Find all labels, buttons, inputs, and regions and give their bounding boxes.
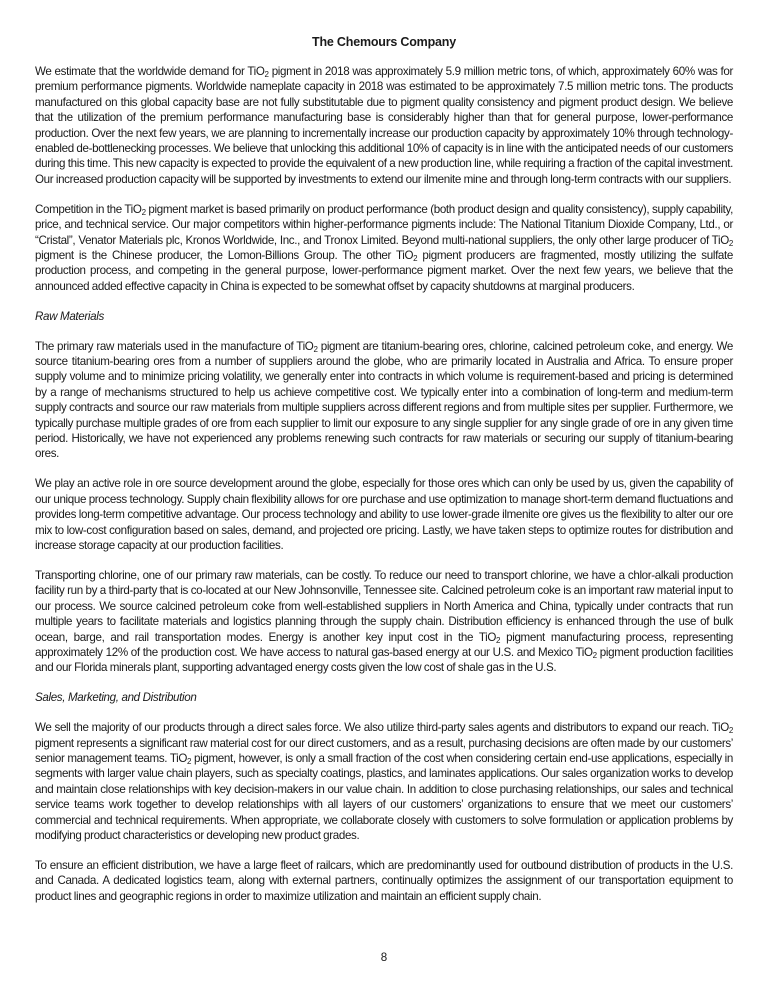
document-page (35, 34, 733, 919)
text-segment: We estimate that the worldwide demand for TiO (35, 65, 265, 78)
paragraph-distribution (35, 858, 733, 904)
text-segment: pigment in 2018 was approximately 5.9 million metric tons, of which, approximately 60% was for premium performance pigments. Worldwide nameplate capacity in 2018 was estimated to be approximately 7.5 million metric tons. The products manufactured on this global capacity base are not fully substitutable due to pigment quality consistency and pigment product design. We believe that the utilization of the premium performance manufacturing base is considerably higher than that for general purpose, lower-performance production. Over the next few years, we are planning to incrementally increase our production capacity by approximately 10% through technology-enabled de-bottlenecking processes. We believe that unlocking this additional 10% of capacity is in line with the anticipated needs of our customers during this time. This new capacity is expected to provide the equivalent of a new production line, while requiring a fraction of the capital investment. Our increased production capacity will be supported by investments to extend our ilmenite mine and through long-term contracts with our suppliers. (35, 65, 733, 186)
text-segment: We sell the majority of our products through a direct sales force. We also utilize third-party sales agents and distributors to expand our reach. TiO (35, 721, 729, 735)
text-segment: pigment manufacturing process, representing approximately 12% of the production cost. We have access to natural gas-based energy at our U.S. and Mexico TiO (35, 630, 733, 659)
subscript: 2 (728, 726, 733, 736)
subscript: 2 (187, 756, 192, 766)
page-title: The Chemours Company (312, 35, 456, 49)
text-segment: pigment production facilities and our Florida minerals plant, supporting advantaged energy costs given the low cost of shale gas in the U.S. (35, 645, 733, 675)
text-segment: pigment is the Chinese producer, the Lomon-Billions Group. The other TiO (35, 248, 414, 262)
text-segment: Transporting chlorine, one of our primary raw materials, can be costly. To reduce our need to transport chlorine, we have a chlor-alkali production facility run by a third-party that is co-located at our New Johnsonville, Tennessee site. Calcined petroleum coke is an important raw material input to our process. We source calcined petroleum coke from well-established suppliers in North America and China, typically under contracts that run multiple years to facilitate materials and logistics planning through the supply chain. Distribution efficiency is enhanced through the use of bulk ocean, barge, and rail transportation modes. Energy is another key input cost in the TiO (35, 568, 733, 644)
paragraph-chlorine-energy (35, 568, 733, 676)
subscript: 2 (264, 70, 269, 79)
section-heading-raw-materials: Raw Materials (35, 309, 104, 323)
paragraph-sales (35, 720, 733, 843)
page-number: 8 (380, 951, 388, 964)
paragraph-ore-source (35, 476, 733, 553)
paragraph-raw-materials (35, 339, 733, 462)
text-segment: pigment represents a significant raw material cost for our direct customers, and as a result, purchasing decisions are often made by our customers’ senior management teams. TiO (35, 736, 733, 765)
subscript: 2 (496, 635, 501, 645)
subscript: 2 (728, 238, 733, 248)
paragraph-tio2-demand (35, 64, 733, 187)
text-segment: pigment are titanium-bearing ores, chlorine, calcined petroleum coke, and energy. We source titanium-bearing ores from a number of suppliers around the globe, who are primarily located in Australia and Africa. To ensure proper supply volume and to minimize pricing volatility, we generally enter into contracts in which volume is requirement-based and pricing is determined by a range of mechanisms structured to help us achieve competitive cost. We typically enter into a combination of long-term and medium-term supply contracts and source our raw materials from multiple suppliers across different regions and from multiple sites per supplier. Furthermore, we typically purchase multiple grades of ore from each supplier to limit our exposure to any single supplier for any single grade of ore in any given time period. Historically, we have not experienced any problems renewing such contracts for raw materials or securing our supply of titanium-bearing ores. (35, 339, 733, 461)
text-segment: pigment, however, is only a small fraction of the cost when considering certain end-use applications, especially in segments with larger value chain players, such as specialty coatings, plastics, and laminates applications. Our sales organization works to develop and maintain close relationships with key decision-makers in our value chain. In addition to close purchasing relationships, our sales and technical service teams work together to develop relationships with all layers of our customers’ organizations to ensure that we meet our customers’ commercial and technical requirements. When appropriate, we collaborate closely with customers to solve formulation or application problems by modifying product characteristics or developing new product grades. (35, 751, 734, 842)
text-segment: The primary raw materials used in the manufacture of TiO (35, 339, 314, 353)
section-heading-sales-marketing: Sales, Marketing, and Distribution (35, 691, 197, 705)
text-segment: Competition in the TiO (35, 202, 142, 216)
text-segment: pigment market is based primarily on product performance (both product design and quality consistency), supply capability, price, and technical service. Our major competitors within higher-performance pigments include: The National Titanium Dioxide Company, Ltd., or “Cristal”, Venator Materials plc, Kronos Worldwide, Inc., and Tronox Limited. Beyond multi-national suppliers, the only other large producer of TiO (35, 202, 734, 247)
subscript: 2 (141, 207, 146, 217)
text-segment: pigment producers are fragmented, mostly utilizing the sulfate production process, and competing in the general purpose, lower-performance pigment market. Over the next few years, we believe that the announced added effective capacity in China is expected to be somewhat offset by capacity shutdowns at marginal producers. (35, 248, 734, 293)
text-segment: To ensure an efficient distribution, we have a large fleet of railcars, which are predominantly used for outbound distribution of products in the U.S. and Canada. A dedicated logistics team, along with external partners, continually optimizes the assignment of our transportation equipment to product lines and geographic regions in order to maximize utilization and maintain an efficient supply chain. (35, 858, 733, 903)
paragraph-competition (35, 202, 733, 294)
text-segment: We play an active role in ore source development around the globe, especially for those ores which can only be used by us, given the capability of our unique process technology. Supply chain flexibility allows for ore purchase and use optimization to manage short-term demand fluctuations and provides long-term competitive advantage. Our process technology and ability to use lower-grade ilmenite ore gives us the flexibility to alter our ore mix to low-cost configuration based on sales, demand, and projected ore pricing. Lastly, we have taken steps to optimize routes for distribution and increase storage capacity at our production facilities. (35, 477, 733, 552)
subscript: 2 (413, 253, 418, 263)
subscript: 2 (592, 650, 597, 660)
subscript: 2 (313, 344, 318, 354)
